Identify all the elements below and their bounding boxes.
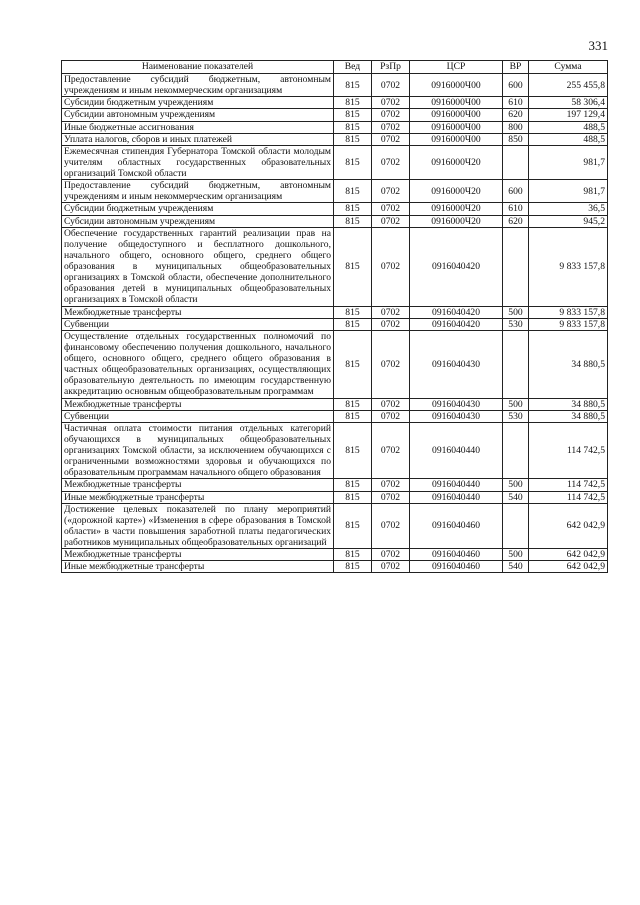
table-row <box>62 503 608 549</box>
table-row <box>62 561 608 573</box>
table-row <box>62 549 608 561</box>
cell-vr: 620 <box>503 215 529 227</box>
cell-ved: 815 <box>334 180 372 203</box>
cell-name: Предоставление субсидий бюджетным, автономным учреждениям и иным некоммерческим организациям <box>62 180 334 203</box>
cell-csr: 0916000Ч20 <box>410 145 503 179</box>
cell-vr: 610 <box>503 97 529 109</box>
cell-rzpr: 0702 <box>372 145 410 179</box>
cell-vr <box>503 503 529 549</box>
cell-name: Субвенции <box>62 318 334 330</box>
cell-csr: 0916000Ч20 <box>410 203 503 215</box>
cell-rzpr: 0702 <box>372 503 410 549</box>
cell-vr: 540 <box>503 561 529 573</box>
cell-vr <box>503 330 529 398</box>
cell-vr <box>503 145 529 179</box>
cell-ved: 815 <box>334 422 372 479</box>
table-row <box>62 227 608 306</box>
cell-name: Субсидии бюджетным учреждениям <box>62 97 334 109</box>
cell-ved: 815 <box>334 330 372 398</box>
header-name: Наименование показателей <box>62 61 334 74</box>
cell-rzpr: 0702 <box>372 561 410 573</box>
cell-sum: 114 742,5 <box>529 479 608 491</box>
cell-sum: 9 833 157,8 <box>529 227 608 306</box>
cell-ved: 815 <box>334 410 372 422</box>
table-header <box>62 61 608 74</box>
cell-rzpr: 0702 <box>372 133 410 145</box>
cell-csr: 0916040430 <box>410 410 503 422</box>
cell-name: Межбюджетные трансферты <box>62 479 334 491</box>
cell-sum: 642 042,9 <box>529 503 608 549</box>
cell-csr: 0916040440 <box>410 491 503 503</box>
cell-rzpr: 0702 <box>372 203 410 215</box>
table-row <box>62 203 608 215</box>
table-row <box>62 422 608 479</box>
header-sum: Сумма <box>529 61 608 74</box>
cell-rzpr: 0702 <box>372 318 410 330</box>
cell-rzpr: 0702 <box>372 306 410 318</box>
cell-vr: 850 <box>503 133 529 145</box>
cell-csr: 0916000Ч00 <box>410 109 503 121</box>
cell-ved: 815 <box>334 203 372 215</box>
cell-name: Иные межбюджетные трансферты <box>62 561 334 573</box>
cell-ved: 815 <box>334 306 372 318</box>
cell-sum: 488,5 <box>529 121 608 133</box>
cell-sum: 197 129,4 <box>529 109 608 121</box>
cell-sum: 114 742,5 <box>529 422 608 479</box>
cell-name: Субсидии автономным учреждениям <box>62 215 334 227</box>
table-row <box>62 215 608 227</box>
cell-name: Субвенции <box>62 410 334 422</box>
table-row <box>62 121 608 133</box>
cell-vr: 620 <box>503 109 529 121</box>
table-row <box>62 410 608 422</box>
cell-name: Иные межбюджетные трансферты <box>62 491 334 503</box>
cell-sum: 945,2 <box>529 215 608 227</box>
cell-vr: 600 <box>503 74 529 97</box>
cell-name: Межбюджетные трансферты <box>62 306 334 318</box>
table-body <box>62 74 608 573</box>
table-row <box>62 479 608 491</box>
table-row <box>62 97 608 109</box>
table-row <box>62 491 608 503</box>
cell-ved: 815 <box>334 121 372 133</box>
cell-vr: 500 <box>503 306 529 318</box>
cell-csr: 0916040420 <box>410 318 503 330</box>
cell-vr <box>503 227 529 306</box>
cell-sum: 981,7 <box>529 145 608 179</box>
header-rzpr: РзПр <box>372 61 410 74</box>
cell-sum: 642 042,9 <box>529 549 608 561</box>
cell-name: Уплата налогов, сборов и иных платежей <box>62 133 334 145</box>
cell-vr <box>503 422 529 479</box>
cell-sum: 981,7 <box>529 180 608 203</box>
cell-name: Межбюджетные трансферты <box>62 549 334 561</box>
cell-ved: 815 <box>334 318 372 330</box>
cell-sum: 642 042,9 <box>529 561 608 573</box>
budget-table <box>61 60 608 573</box>
cell-vr: 500 <box>503 549 529 561</box>
cell-ved: 815 <box>334 133 372 145</box>
cell-name: Осуществление отдельных государственных полномочий по финансовому обеспечению получения дошкольного, начального общего, основного общего, среднего общего образования в частных общеобразовательных организациях, осуществляющих образовательную деятельность по имеющим государственную аккредитацию основным общеобразовательным программам <box>62 330 334 398</box>
cell-sum: 34 880,5 <box>529 398 608 410</box>
cell-sum: 114 742,5 <box>529 491 608 503</box>
cell-sum: 34 880,5 <box>529 330 608 398</box>
cell-rzpr: 0702 <box>372 180 410 203</box>
cell-rzpr: 0702 <box>372 97 410 109</box>
cell-name: Достижение целевых показателей по плану мероприятий («дорожной карте») «Изменения в сфере образования в Томской области» в части повышения заработной платы педагогических работников муниципальных общеобразовательных организаций <box>62 503 334 549</box>
cell-sum: 9 833 157,8 <box>529 318 608 330</box>
cell-name: Межбюджетные трансферты <box>62 398 334 410</box>
cell-name: Частичная оплата стоимости питания отдельных категорий обучающихся в муниципальных общеобразовательных организациях Томской области, за исключением обучающихся с ограниченными возможностями здоровья и обучающихся по образовательным программам начального общего образования <box>62 422 334 479</box>
cell-rzpr: 0702 <box>372 121 410 133</box>
cell-vr: 500 <box>503 479 529 491</box>
table-row <box>62 133 608 145</box>
table-row <box>62 109 608 121</box>
cell-rzpr: 0702 <box>372 398 410 410</box>
cell-csr: 0916000Ч00 <box>410 121 503 133</box>
cell-rzpr: 0702 <box>372 215 410 227</box>
cell-rzpr: 0702 <box>372 330 410 398</box>
cell-ved: 815 <box>334 549 372 561</box>
header-vr: ВР <box>503 61 529 74</box>
table-row <box>62 145 608 179</box>
cell-ved: 815 <box>334 398 372 410</box>
cell-name: Ежемесячная стипендия Губернатора Томской области молодым учителям областных государственных образовательных организаций Томской области <box>62 145 334 179</box>
cell-rzpr: 0702 <box>372 491 410 503</box>
cell-ved: 815 <box>334 97 372 109</box>
cell-csr: 0916040460 <box>410 503 503 549</box>
cell-ved: 815 <box>334 227 372 306</box>
cell-ved: 815 <box>334 109 372 121</box>
cell-csr: 0916040430 <box>410 330 503 398</box>
cell-ved: 815 <box>334 479 372 491</box>
cell-sum: 36,5 <box>529 203 608 215</box>
table-row <box>62 180 608 203</box>
cell-csr: 0916000Ч20 <box>410 215 503 227</box>
cell-rzpr: 0702 <box>372 109 410 121</box>
cell-ved: 815 <box>334 561 372 573</box>
table-row <box>62 398 608 410</box>
cell-csr: 0916000Ч00 <box>410 74 503 97</box>
cell-csr: 0916000Ч00 <box>410 133 503 145</box>
table-row <box>62 318 608 330</box>
table-row <box>62 330 608 398</box>
cell-vr: 600 <box>503 180 529 203</box>
cell-name: Субсидии автономным учреждениям <box>62 109 334 121</box>
page-number: 331 <box>588 38 608 53</box>
cell-rzpr: 0702 <box>372 74 410 97</box>
cell-rzpr: 0702 <box>372 479 410 491</box>
cell-csr: 0916000Ч20 <box>410 180 503 203</box>
cell-sum: 58 306,4 <box>529 97 608 109</box>
cell-ved: 815 <box>334 74 372 97</box>
cell-csr: 0916000Ч00 <box>410 97 503 109</box>
cell-vr: 530 <box>503 318 529 330</box>
cell-vr: 540 <box>503 491 529 503</box>
cell-name: Обеспечение государственных гарантий реализации прав на получение общедоступного и бесплатного дошкольного, начального общего, основного общего, среднего общего образования в муниципальных общеобразовательных организациях в Томской области, обеспечение дополнительного образования детей в муниципальных общеобразовательных организациях в Томской области <box>62 227 334 306</box>
cell-name: Субсидии бюджетным учреждениям <box>62 203 334 215</box>
cell-ved: 815 <box>334 145 372 179</box>
cell-rzpr: 0702 <box>372 422 410 479</box>
cell-rzpr: 0702 <box>372 549 410 561</box>
header-ved: Вед <box>334 61 372 74</box>
cell-sum: 9 833 157,8 <box>529 306 608 318</box>
cell-csr: 0916040460 <box>410 549 503 561</box>
cell-sum: 255 455,8 <box>529 74 608 97</box>
cell-vr: 800 <box>503 121 529 133</box>
table-row <box>62 306 608 318</box>
cell-rzpr: 0702 <box>372 227 410 306</box>
table-row <box>62 74 608 97</box>
cell-ved: 815 <box>334 503 372 549</box>
cell-sum: 488,5 <box>529 133 608 145</box>
cell-vr: 500 <box>503 398 529 410</box>
cell-ved: 815 <box>334 491 372 503</box>
cell-csr: 0916040420 <box>410 227 503 306</box>
cell-ved: 815 <box>334 215 372 227</box>
cell-vr: 610 <box>503 203 529 215</box>
cell-name: Иные бюджетные ассигнования <box>62 121 334 133</box>
cell-sum: 34 880,5 <box>529 410 608 422</box>
cell-vr: 530 <box>503 410 529 422</box>
cell-csr: 0916040430 <box>410 398 503 410</box>
cell-name: Предоставление субсидий бюджетным, автономным учреждениям и иным некоммерческим организациям <box>62 74 334 97</box>
cell-csr: 0916040420 <box>410 306 503 318</box>
cell-rzpr: 0702 <box>372 410 410 422</box>
cell-csr: 0916040440 <box>410 422 503 479</box>
header-csr: ЦСР <box>410 61 503 74</box>
cell-csr: 0916040460 <box>410 561 503 573</box>
cell-csr: 0916040440 <box>410 479 503 491</box>
header-row <box>62 61 608 74</box>
